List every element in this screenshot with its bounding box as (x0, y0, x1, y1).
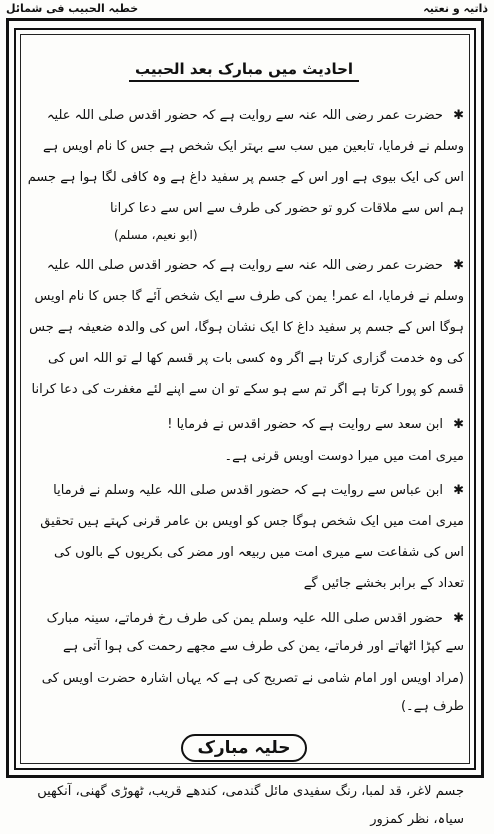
hadith-paragraph-3 (24, 411, 464, 439)
hadith-paragraph-3-continuation: میری امت میں میرا دوست اویس قرنی ہے۔ (224, 449, 464, 464)
hadith-paragraph-2 (24, 250, 464, 405)
hadith-paragraph-4-text: ابن عباس سے روایت ہے کہ حضور اقدس صلی اللہ علیہ وسلم نے فرمایا میری امت میں ایک شخص ہوگا جس کو اویس بن عامر قرنی کہتے ہیں تحقیق اس کی شفاعت سے میری امت میں ربیعہ اور مضر کی بکریوں کے بالوں کی تعداد کے برابر بخشے جائیں گے (40, 483, 464, 591)
hadith-paragraph-5-text: حضور اقدس صلی اللہ علیہ وسلم یمن کی طرف رخ فرماتے، سینہ مبارک سے کپڑا اٹھاتے اور فرماتے، یمن کی طرف سے مجھے رحمت کی ہوا آتی ہے (46, 611, 464, 654)
running-head (6, 2, 488, 16)
hadith-paragraph-1 (24, 100, 464, 224)
hadith-paragraph-4 (24, 475, 464, 599)
sub-heading (24, 737, 464, 758)
section-heading (24, 60, 464, 78)
bullet-star-icon: ✱ (453, 258, 464, 273)
running-head-left: خطبہ الحبیب فی شمائل (6, 2, 139, 15)
hadith-paragraph-1-text: حضرت عمر رضی اللہ عنہ سے روایت ہے کہ حضور اقدس صلی اللہ علیہ وسلم نے فرمایا، تابعین میں سب سے بہتر ایک شخص ہے جس کا نام اویس ہے اس کی ایک بیوی ہے اور اس کے جسم پر سفید داغ ہے وہ کافی لگا ہوا ہے جسم ہم اس سے ملاقات کرو تو حضور کی طرف سے اس سے دعا کرانا (27, 108, 464, 216)
bullet-star-icon: ✱ (453, 417, 464, 432)
sub-heading-text: حلیہ مبارک (181, 734, 306, 762)
bullet-star-icon: ✱ (453, 611, 464, 626)
hadith-paragraph-3-text: ابن سعد سے روایت ہے کہ حضور اقدس نے فرمایا ! (167, 417, 443, 432)
hadith-paragraph-5 (24, 605, 464, 661)
page-footer (8, 782, 486, 796)
hadith-paragraph-2-text: حضرت عمر رضی اللہ عنہ سے روایت ہے کہ حضور اقدس صلی اللہ علیہ وسلم نے فرمایا، اے عمر! یمن کی طرف سے ایک شخص آئے گا جس کا نام اویس ہوگا اس کے جسم پر سفید داغ کا ایک نشان ہوگا، اس کی والدہ ضعیفہ ہے جس کی وہ خدمت گزاری کرتا ہے اگر وہ کسی بات پر قسم کھا لے تو اللہ اس کی قسم کو پورا کرتا ہے اگر تم سے ہو سکے تو ان سے اپنے لئے مغفرت کی دعا کرانا (29, 258, 464, 397)
bullet-star-icon: ✱ (453, 108, 464, 123)
explanatory-note: (مراد اویس اور امام شامی نے تصریح کی ہے کہ یہاں اشارہ حضرت اویس کی طرف ہے۔) (41, 671, 464, 714)
hadith-reference: (ابو نعیم، مسلم) (114, 228, 198, 242)
running-head-right: ذاتیہ و نعتیہ (423, 2, 488, 15)
bullet-star-icon: ✱ (453, 483, 464, 498)
physical-description: جسم لاغر، قد لمبا، رنگ سفیدی مائل گندمی، کندھے قریب، ٹھوڑی گھنی، آنکھیں سیاہ، نظر کمزور (37, 784, 464, 827)
page-content (24, 42, 464, 827)
section-heading-text: احادیث میں مبارک بعد الحبیب (129, 60, 359, 82)
